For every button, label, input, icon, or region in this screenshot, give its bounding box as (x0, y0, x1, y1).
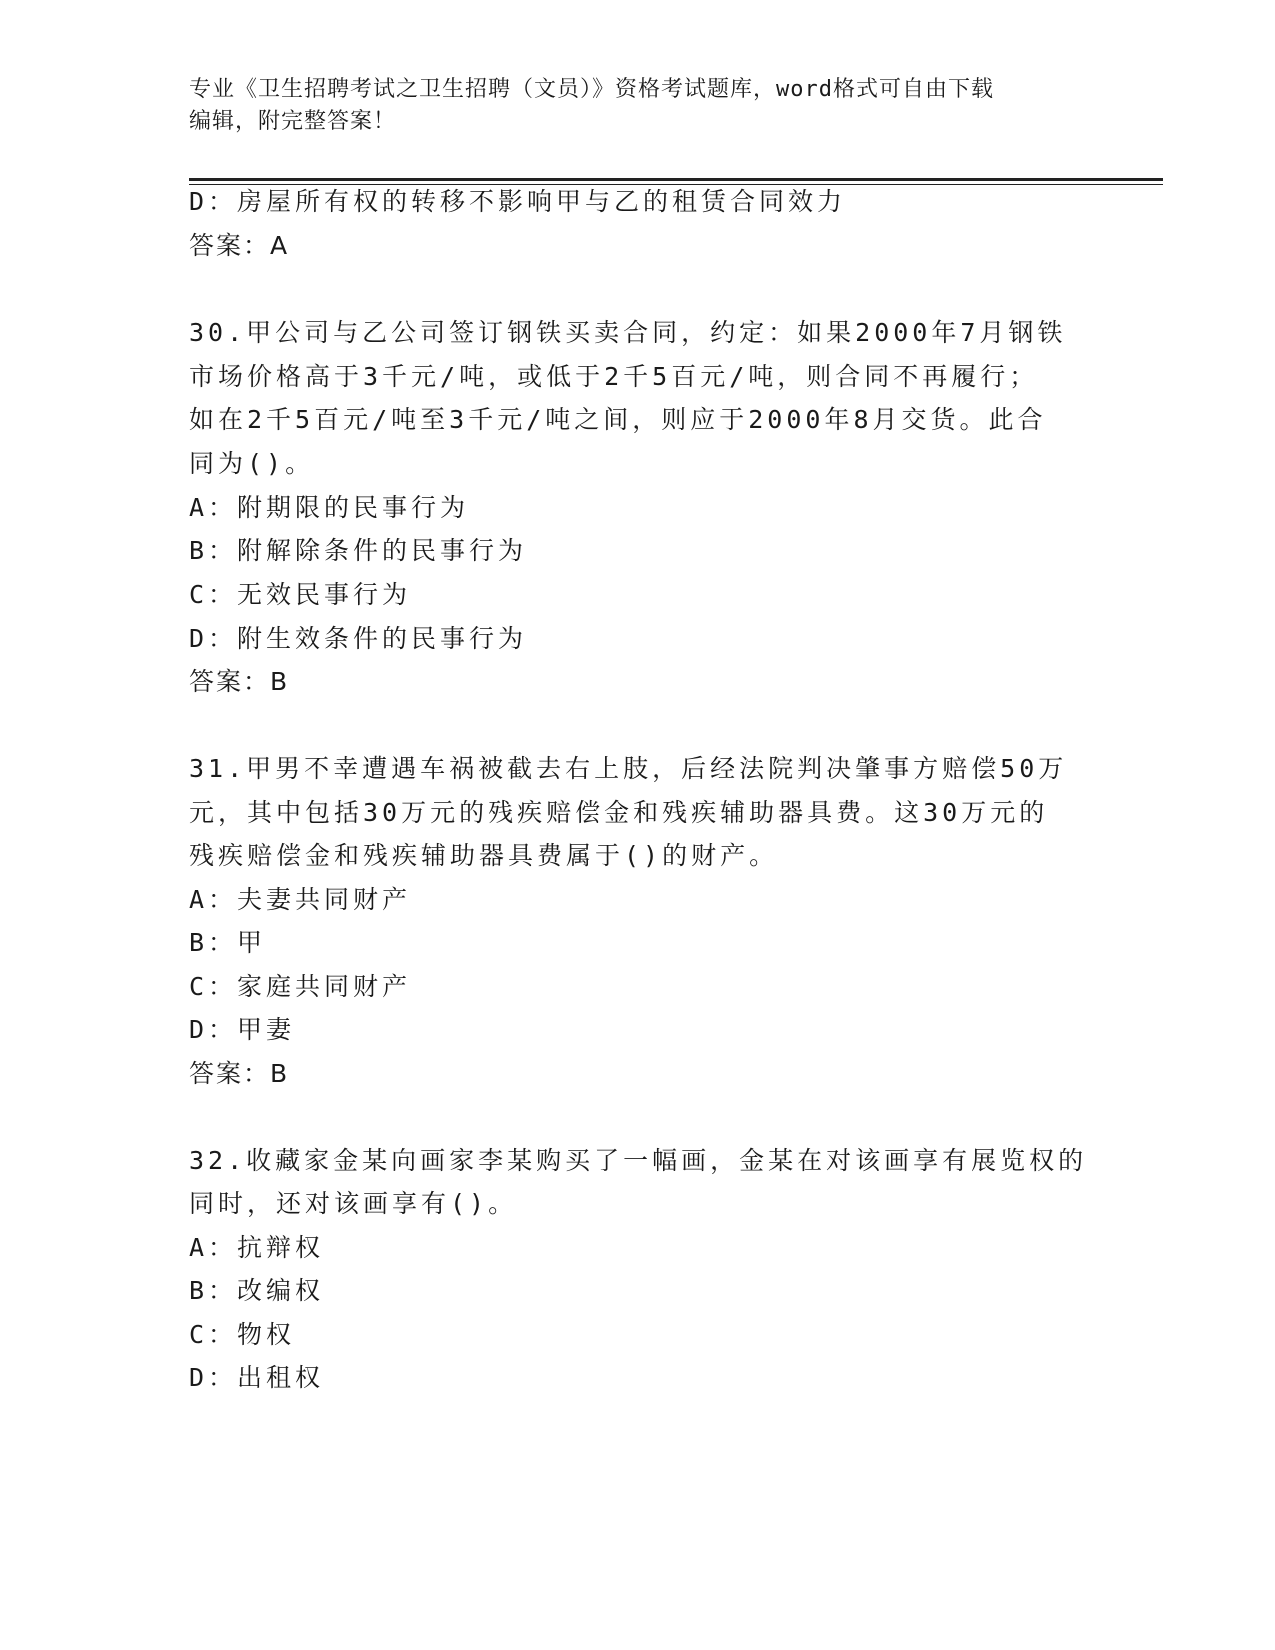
q31-option-d: D：甲妻 (189, 1015, 296, 1044)
header-line-1: 专业《卫生招聘考试之卫生招聘（文员）》资格考试题库，word格式可自由下载 (189, 77, 994, 102)
q32-option-d: D：出租权 (189, 1363, 325, 1392)
q30-stem-line-3: 如在2千5百元/吨至3千元/吨之间，则应于2000年8月交货。此合 (189, 405, 1047, 434)
q30-answer: 答案：B (189, 667, 290, 696)
header-line-2: 编辑，附完整答案！ (189, 109, 397, 134)
q30-option-d: D：附生效条件的民事行为 (189, 624, 528, 653)
q31-answer: 答案：B (189, 1059, 290, 1088)
q31-stem-line-1: 31.甲男不幸遭遇车祸被截去右上肢，后经法院判决肇事方赔偿50万 (189, 754, 1068, 783)
q30-stem-line-4: 同为()。 (189, 449, 315, 478)
q32-stem-line-1: 32.收藏家金某向画家李某购买了一幅画，金某在对该画享有展览权的 (189, 1146, 1088, 1175)
q30-option-a: A：附期限的民事行为 (189, 493, 470, 522)
q30-stem-line-1: 30.甲公司与乙公司签订钢铁买卖合同，约定：如果2000年7月钢铁 (189, 318, 1067, 347)
q31-option-c: C：家庭共同财产 (189, 972, 412, 1001)
header-rule-thick (189, 178, 1163, 181)
prev-option-d: D：房屋所有权的转移不影响甲与乙的租赁合同效力 (189, 187, 847, 216)
q31-stem-line-2: 元，其中包括30万元的残疾赔偿金和残疾辅助器具费。这30万元的 (189, 798, 1049, 827)
q30-option-c: C：无效民事行为 (189, 580, 412, 609)
header-rule-thin (189, 184, 1163, 185)
q31-stem-line-3: 残疾赔偿金和残疾辅助器具费属于()的财产。 (189, 841, 779, 870)
q31-option-a: A：夫妻共同财产 (189, 885, 412, 914)
q32-stem-line-2: 同时，还对该画享有()。 (189, 1189, 518, 1218)
q32-option-b: B：改编权 (189, 1276, 325, 1305)
document-header (189, 74, 1069, 138)
prev-answer: 答案：A (189, 231, 290, 260)
q32-option-c: C：物权 (189, 1320, 296, 1349)
q32-option-a: A：抗辩权 (189, 1233, 325, 1262)
q30-option-b: B：附解除条件的民事行为 (189, 536, 528, 565)
q30-stem-line-2: 市场价格高于3千元/吨，或低于2千5百元/吨，则合同不再履行； (189, 362, 1039, 391)
q31-option-b: B：甲 (189, 928, 267, 957)
